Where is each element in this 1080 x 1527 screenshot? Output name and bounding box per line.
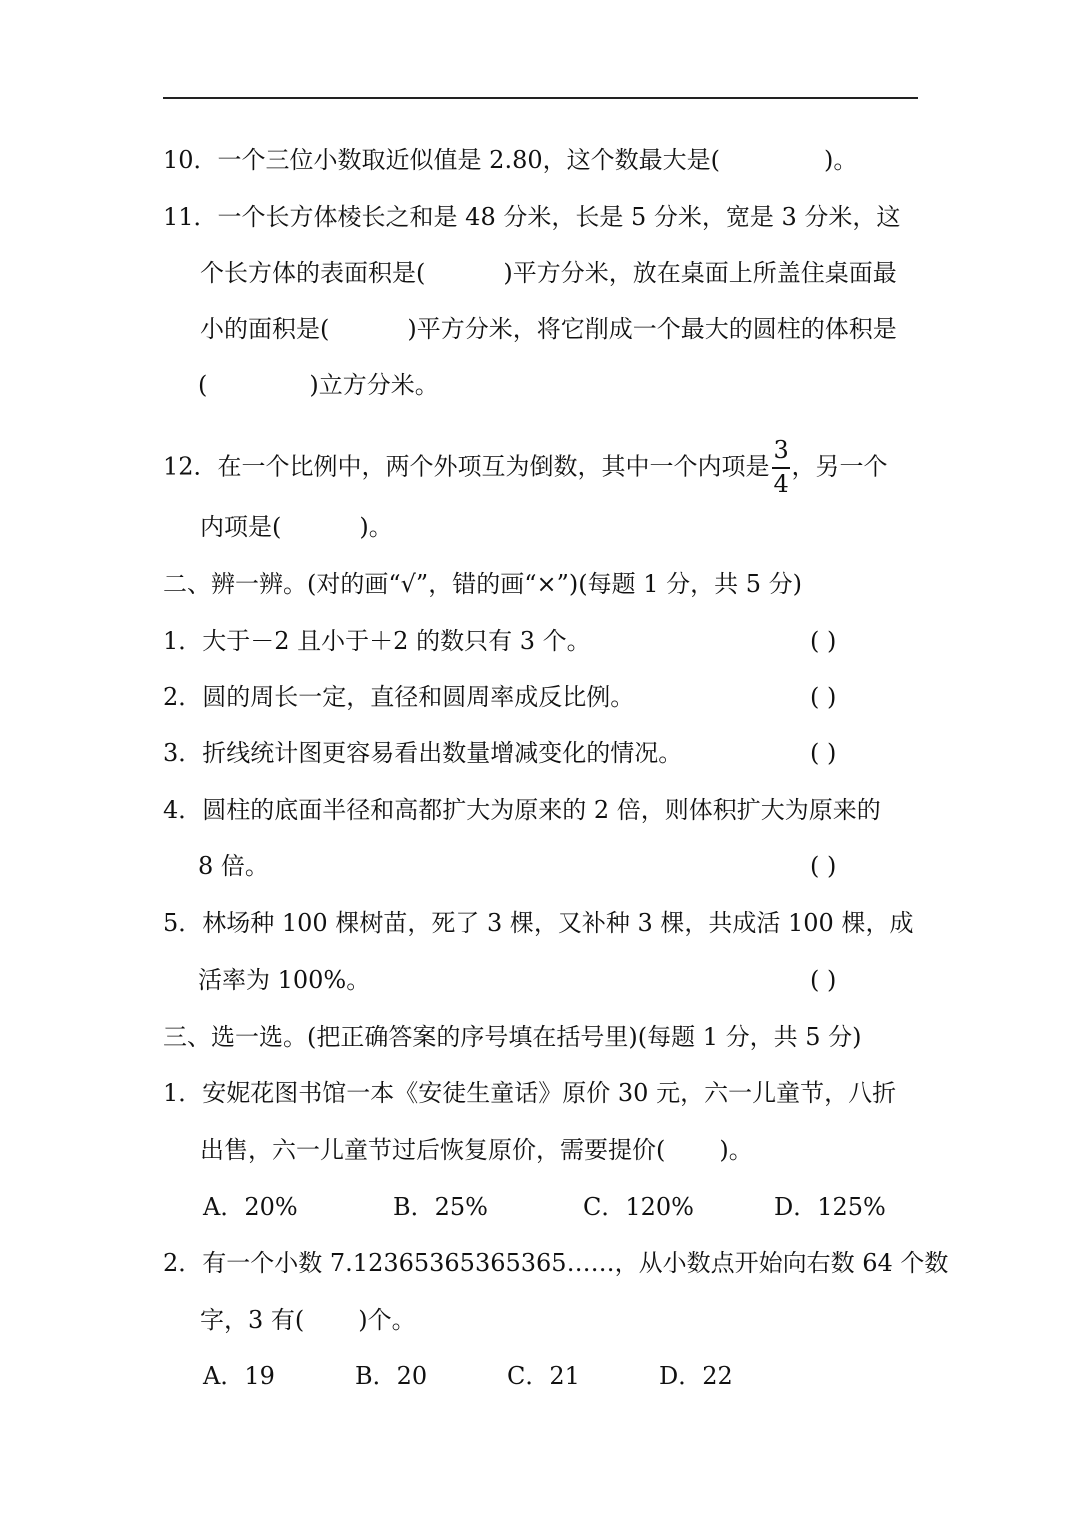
question-10: 10．一个三位小数取近似值是 2.80，这个数最大是( )。 [163, 146, 858, 174]
choice-1-option-d[interactable]: D．125% [774, 1193, 886, 1221]
judge-item-1: 1．大于－2 且小于＋2 的数只有 3 个。 [163, 627, 591, 655]
judge-answer-box-3[interactable]: ( ) [810, 739, 837, 767]
choice-2-option-a[interactable]: A．19 [203, 1362, 275, 1390]
choice-1-option-a[interactable]: A．20% [203, 1193, 298, 1221]
judge-answer-box-1[interactable]: ( ) [810, 627, 837, 655]
choice-2-option-d[interactable]: D．22 [659, 1362, 733, 1390]
header-rule [163, 97, 918, 99]
section-2-title: 二、辨一辨。(对的画“√”，错的画“×”)(每题 1 分，共 5 分) [163, 570, 802, 598]
question-12-line-2: 内项是( )。 [200, 513, 393, 541]
judge-answer-box-4[interactable]: ( ) [810, 852, 837, 880]
choice-question-2-line-1: 2．有一个小数 7.12365365365365……，从小数点开始向右数 64 个数 [163, 1249, 949, 1277]
judge-item-4: 4．圆柱的底面半径和高都扩大为原来的 2 倍，则体积扩大为原来的 [163, 796, 881, 824]
fraction-three-quarters: $\frac{3}{4}$ [773, 436, 789, 498]
judge-item-4-continued: 8 倍。 [198, 852, 269, 880]
choice-question-1-line-1: 1．安妮花图书馆一本《安徒生童话》原价 30 元，六一儿童节，八折 [163, 1079, 897, 1107]
question-12-line-1: 12．在一个比例中，两个外项互为倒数，其中一个内项是 $\frac{3}{4}$ ，另一个 [163, 436, 888, 498]
section-3-title: 三、选一选。(把正确答案的序号填在括号里)(每题 1 分，共 5 分) [163, 1023, 862, 1051]
choice-1-option-c[interactable]: C．120% [583, 1193, 694, 1221]
question-11-line-1: 11．一个长方体棱长之和是 48 分米，长是 5 分米，宽是 3 分米，这 [163, 203, 901, 231]
judge-item-5: 5．林场种 100 棵树苗，死了 3 棵，又补种 3 棵，共成活 100 棵，成 [163, 909, 914, 937]
judge-answer-box-5[interactable]: ( ) [810, 966, 837, 994]
choice-2-option-c[interactable]: C．21 [507, 1362, 580, 1390]
question-number: 12． [163, 452, 218, 481]
question-number: 10． [163, 146, 218, 174]
choice-question-1-line-2: 出售，六一儿童节过后恢复原价，需要提价( )。 [200, 1136, 753, 1164]
question-11-line-2: 个长方体的表面积是( )平方分米，放在桌面上所盖住桌面最 [200, 259, 897, 287]
judge-item-2: 2．圆的周长一定，直径和圆周率成反比例。 [163, 683, 635, 711]
judge-item-5-continued: 活率为 100%。 [198, 966, 371, 994]
question-11-line-3: 小的面积是( )平方分米，将它削成一个最大的圆柱的体积是 [200, 315, 897, 343]
question-11-line-4: ( )立方分米。 [198, 371, 439, 399]
judge-item-3: 3．折线统计图更容易看出数量增减变化的情况。 [163, 739, 683, 767]
judge-answer-box-2[interactable]: ( ) [810, 683, 837, 711]
choice-1-option-b[interactable]: B．25% [393, 1193, 488, 1221]
question-number: 11． [163, 203, 218, 231]
choice-2-option-b[interactable]: B．20 [355, 1362, 428, 1390]
choice-question-2-line-2: 字，3 有( )个。 [200, 1306, 416, 1334]
